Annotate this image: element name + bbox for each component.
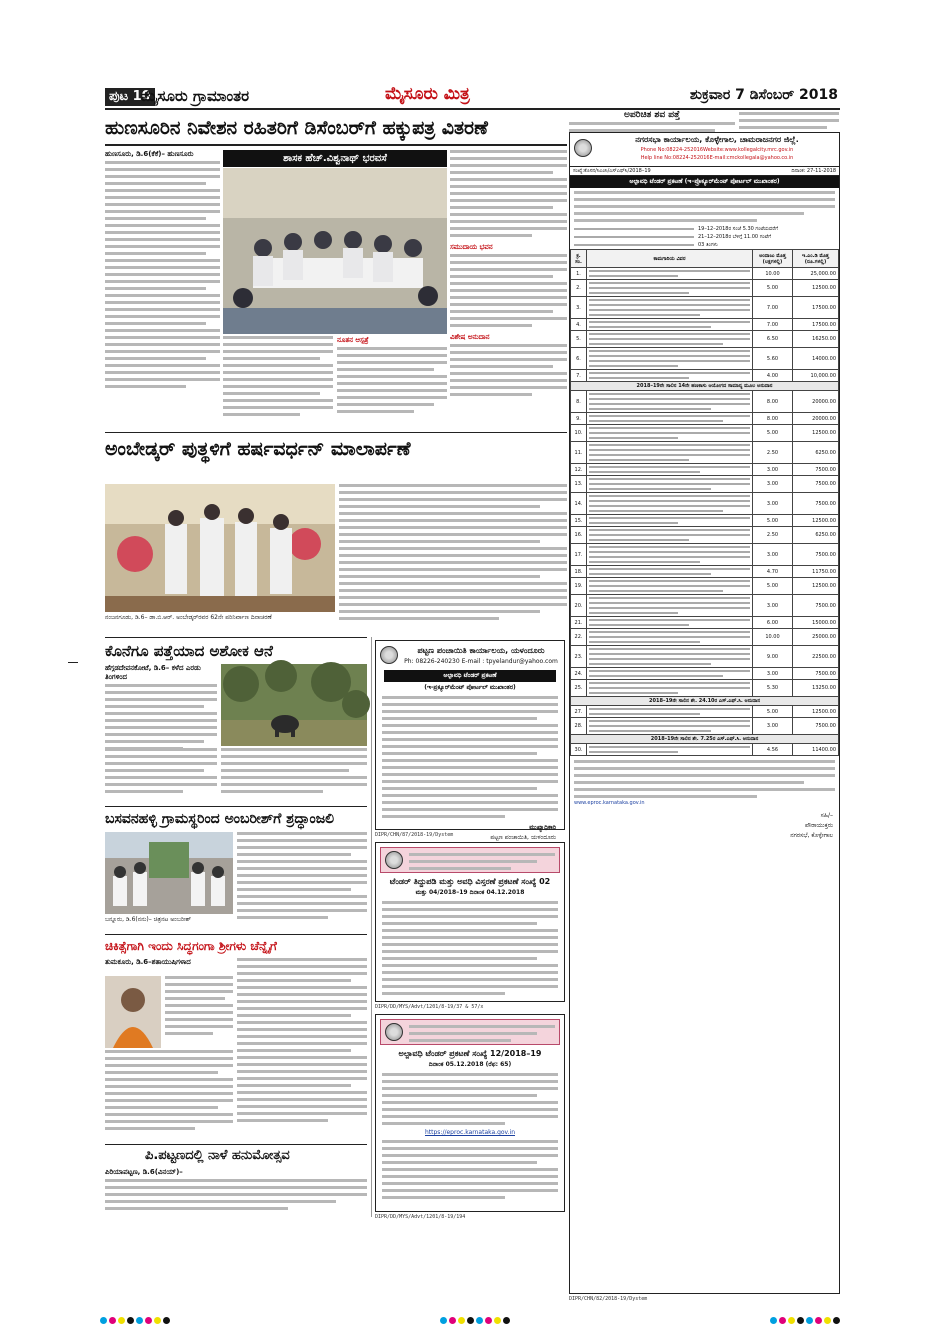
tribute-headline: ಬಸವನಹಳ್ಳಿ ಗ್ರಾಮಸ್ಥರಿಂದ ಅಂಬರೀಶ್‌ಗೆ ಶ್ರದ್ಧಾಂಜಲಿ (105, 811, 335, 827)
main-story-col-2 (223, 336, 333, 430)
tender-row-amount: 5.00 (753, 578, 793, 595)
tender-phone: Phone No:08224-252016Website:www.kollegalcity.mrc.gov.in (640, 147, 794, 153)
tender-row-desc (587, 680, 753, 697)
masthead (105, 84, 840, 110)
pwd-notice-2 (375, 1014, 565, 1212)
main-headline: ಹುಣಸೂರಿನ ನಿವೇಶನ ರಹಿತರಿಗೆ ಡಿಸೆಂಬರ್‌ಗೆ ಹಕ್ಕುಪತ್ರ ವಿತರಣೆ (105, 117, 488, 139)
tender-row-emd: 10,000.00 (793, 370, 839, 382)
tender-row-desc (587, 515, 753, 527)
tender-row (571, 706, 839, 718)
meeting-photo (223, 168, 447, 334)
tender-row-desc (587, 319, 753, 331)
tender-row-amount: 9.00 (753, 646, 793, 668)
tender-row-emd: 6250.00 (793, 527, 839, 544)
tender-row-desc (587, 595, 753, 617)
ambedkar-story-body (339, 484, 567, 636)
tender-row-no: 12. (571, 464, 587, 476)
divider (105, 1144, 367, 1145)
swamiji-story-col-1 (165, 976, 233, 1048)
tender-row-no: 9. (571, 413, 587, 425)
tender-row-amount: 3.00 (753, 476, 793, 493)
tender-row-emd: 22500.00 (793, 646, 839, 668)
pwd-header (380, 1019, 560, 1045)
tender-row-emd: 7500.00 (793, 464, 839, 476)
tender-row (571, 464, 839, 476)
unclaimed-body-story (569, 110, 840, 130)
karnataka-emblem-icon (385, 1023, 403, 1041)
yelandur-code: DIPR/CHN/87/2018-19/Dystem (375, 832, 454, 838)
tender-row-amount: 4.56 (753, 744, 793, 756)
tender-row-desc (587, 476, 753, 493)
tender-header (570, 133, 839, 167)
tender-row-desc (587, 744, 753, 756)
tender-row-amount: 8.00 (753, 391, 793, 413)
tender-row-no: 4. (571, 319, 587, 331)
eproc-link[interactable]: https://eproc.karnataka.gov.in (424, 1129, 516, 1136)
pwd-notice-2-code: DIPR/DD/MYS/Advt/1201/8-19/194 (375, 1214, 466, 1220)
tender-row-amount: 2.50 (753, 527, 793, 544)
tender-row-emd: 13250.00 (793, 680, 839, 697)
tender-row-desc (587, 629, 753, 646)
tender-row (571, 476, 839, 493)
elephant-story-col-3 (105, 748, 217, 804)
hanuma-dateline: ಪಿರಿಯಾಪಟ್ಟಣ, ಡಿ.6(ವಿನಯ್)– (105, 1168, 183, 1176)
tender-row-no: 21. (571, 617, 587, 629)
tender-row-no: 15. (571, 515, 587, 527)
tender-signatory-role: ಪೌರಾಯುಕ್ತರು (805, 822, 833, 829)
tender-row-desc (587, 566, 753, 578)
tender-table-header (571, 250, 839, 268)
tender-row-no: 22. (571, 629, 587, 646)
tender-row-no: 1. (571, 268, 587, 280)
tender-row-emd: 16250.00 (793, 331, 839, 348)
tender-row-emd: 14000.00 (793, 348, 839, 370)
tender-row-emd: 7500.00 (793, 668, 839, 680)
tender-deadline-1: 19–12–2018ರ ಸಂಜೆ 5.30 ಗಂಟೆಯವರೆಗೆ (698, 226, 778, 232)
tender-signatory: ಸಹಿ/– (820, 812, 833, 819)
tender-ref-date: ದಿನಾಂಕ: 27-11-2018 (791, 168, 836, 174)
tender-row-emd: 6250.00 (793, 442, 839, 464)
pwd-notice-1-title: ಟೆಂಡರ್ ತಿದ್ದುಪಡಿ ಮತ್ತು ಅವಧಿ ವಿಸ್ತರಣೆ ಪ್ರಕಟಣೆ ಸಂಖ್ಯೆ 02 (389, 877, 551, 886)
karnataka-emblem-icon (385, 851, 403, 869)
tender-row-amount: 10.00 (753, 268, 793, 280)
tender-row-desc (587, 425, 753, 442)
tender-row-no: 7. (571, 370, 587, 382)
main-story-highlight-2: ಸಮುದಾಯ ಭವನ (450, 243, 493, 251)
tender-row (571, 578, 839, 595)
tender-row-amount: 3.00 (753, 718, 793, 735)
tender-row (571, 629, 839, 646)
tender-row-amount: 5.00 (753, 706, 793, 718)
tender-row-desc (587, 331, 753, 348)
tender-row-emd: 15000.00 (793, 617, 839, 629)
tender-row-no: 3. (571, 297, 587, 319)
tribute-photo (105, 832, 233, 914)
pwd-header (380, 847, 560, 873)
tender-row-amount: 7.00 (753, 319, 793, 331)
tender-website-link[interactable]: www.eproc.karnataka.gov.in (574, 800, 645, 806)
tender-row-no: 19. (571, 578, 587, 595)
tender-row-no: 18. (571, 566, 587, 578)
tender-row-amount: 6.00 (753, 617, 793, 629)
tender-row-amount: 3.00 (753, 493, 793, 515)
section-title: ಮೈಸೂರು ಗ್ರಾಮಾಂತರ (141, 87, 250, 105)
tender-row-desc (587, 348, 753, 370)
tender-row-amount: 3.00 (753, 464, 793, 476)
yelandur-title: ಅಲ್ಪಾವಧಿ ಟೆಂಡರ್ ಪ್ರಕಟಣೆ (384, 670, 557, 682)
tender-row-emd: 12500.00 (793, 515, 839, 527)
main-story-col-3 (337, 336, 447, 430)
tender-row-desc (587, 646, 753, 668)
tender-row-desc (587, 527, 753, 544)
tender-row (571, 680, 839, 697)
tender-row (571, 595, 839, 617)
tender-row (571, 348, 839, 370)
tender-row-no: 30. (571, 744, 587, 756)
tender-row-amount: 2.50 (753, 442, 793, 464)
tender-row-desc (587, 617, 753, 629)
tender-signatory-place: ನಗರಸಭೆ, ಕೊಳ್ಳೇಗಾಲ (790, 832, 833, 839)
tender-row-desc (587, 493, 753, 515)
tender-row (571, 527, 839, 544)
tender-code: DIPR/CHN/82/2018-19/Dystem (569, 1296, 648, 1302)
tender-row (571, 391, 839, 413)
tender-row-emd: 7500.00 (793, 595, 839, 617)
pwd-notice-1 (375, 842, 565, 1002)
newspaper-page (105, 84, 840, 1309)
tender-row (571, 442, 839, 464)
tender-row-no: 14. (571, 493, 587, 515)
tender-row-amount: 5.00 (753, 280, 793, 297)
tender-group-row (571, 697, 839, 706)
ambedkar-caption: ನಂಜನಗೂಡು, ಡಿ.6– ಡಾ.ಬಿ.ಆರ್. ಅಂಬೇಡ್ಕರ್‌ರವರ 62ನೇ ಪರಿನಿರ್ವಾಣ ದಿನಾಚರಣೆ (105, 614, 272, 621)
column-rule (371, 637, 372, 1217)
main-story-dateline: ಹುಣಸೂರು, ಡಿ.6(ಕೆಕೆ)– ಹುಣಸೂರು (105, 150, 194, 158)
elephant-dateline: ಹೆಗ್ಗಡದೇವನಕೋಟೆ, ಡಿ.6– ಕಳೆದ ಎರಡು ತಿಂಗಳಿಂದ (105, 664, 201, 681)
tender-row (571, 425, 839, 442)
tender-row (571, 668, 839, 680)
pwd-notice-2-subtitle: ದಿನಾಂಕ 05.12.2018 (ರೆಫ: 65) (428, 1061, 512, 1068)
swamiji-dateline-box (105, 958, 233, 978)
tender-row-no: 23. (571, 646, 587, 668)
tender-row-desc (587, 578, 753, 595)
tender-row-emd: 12500.00 (793, 425, 839, 442)
tender-group-label: 2018–19ನೇ ಸಾಲಿನ ಶೇ. 7.25ರ ಎಸ್.ಎಫ್.ಸಿ. ಅನುದಾನ (571, 735, 839, 744)
tender-row (571, 617, 839, 629)
tender-row-no: 28. (571, 718, 587, 735)
col-desc: ಕಾಮಗಾರಿಯ ವಿವರ (587, 250, 753, 268)
tender-row-desc (587, 391, 753, 413)
tender-group-label: 2018–19ನೇ ಸಾಲಿನ 14ನೇ ಹಣಕಾಸು ಆಯೋಗದ ಸಾಮಾನ್ಯ ಮೂಲ ಅನುದಾನ (571, 382, 839, 391)
pwd-notice-2-title: ಅಲ್ಪಾವಧಿ ಟೆಂಡರ್ ಪ್ರಕಟಣೆ ಸಂಖ್ಯೆ 12/2018–19 (398, 1049, 542, 1058)
swamiji-headline: ಚಿಕಿತ್ಸೆಗಾಗಿ ಇಂದು ಸಿದ್ಧಗಂಗಾ ಶ್ರೀಗಳು ಚೆನ್ನೈಗೆ (105, 939, 277, 953)
headline-rule (105, 144, 567, 146)
tender-row-no: 25. (571, 680, 587, 697)
tender-row-emd: 7500.00 (793, 476, 839, 493)
tender-row-emd: 12500.00 (793, 706, 839, 718)
registration-marks-center (440, 1317, 510, 1324)
tender-row-amount: 4.00 (753, 370, 793, 382)
tender-row-amount: 5.60 (753, 348, 793, 370)
tender-table (570, 249, 839, 756)
ambedkar-photo (105, 484, 335, 612)
tender-row-no: 10. (571, 425, 587, 442)
tender-row-emd: 7500.00 (793, 718, 839, 735)
tribute-caption: ಬನ್ನೂರು, ಡಿ.6(ನನು)– ಚಿತ್ರನಟ ಅಂಬರೀಶ್ (105, 916, 192, 923)
tender-row-desc (587, 442, 753, 464)
tender-notice-title: ಅಲ್ಪಾವಧಿ ಟೆಂಡರ್ ಪ್ರಕಟಣೆ (ಇ–ಪ್ರೊಕ್ಯೂರ್‌ಮೆಂಟ್ ಪೋರ್ಟಲ್ ಮುಖಾಂತರ) (570, 176, 839, 188)
karnataka-emblem-icon (380, 646, 398, 664)
yelandur-subtitle: (ಇ-ಪ್ರಕ್ಯೂರ್‌ಮೆಂಟ್ ಪೋರ್ಟಲ್ ಮುಖಾಂತರ) (424, 684, 516, 691)
tender-ref-no: ಸಂಖ್ಯೆ:ಕೊಸನ/ಸಿಎಂಸಿ/ಎಸ್‌ಎಫ್‌ಸಿ/2018–19 (573, 168, 651, 174)
tender-row (571, 319, 839, 331)
tender-row (571, 744, 839, 756)
yelandur-office: ಪಟ್ಟಣ ಪಂಚಾಯಿತಿ ಕಾರ್ಯಾಲಯ, ಯಳಂದೂರು (417, 646, 545, 655)
tender-row-emd: 11400.00 (793, 744, 839, 756)
tender-row-no: 27. (571, 706, 587, 718)
tender-row-desc (587, 268, 753, 280)
tender-row-amount: 3.00 (753, 544, 793, 566)
ambedkar-headline: ಅಂಬೇಡ್ಕರ್ ಪುತ್ಥಳಿಗೆ ಹರ್ಷವರ್ಧನ್ ಮಾಲಾರ್ಪಣೆ (105, 438, 411, 460)
tender-row-desc (587, 370, 753, 382)
tender-row-emd: 17500.00 (793, 319, 839, 331)
tender-row (571, 544, 839, 566)
kollegal-tender-notice (569, 132, 840, 1294)
tender-row-amount: 8.00 (753, 413, 793, 425)
tender-row-desc (587, 413, 753, 425)
pwd-notice-1-code: DIPR/DD/MYS/Advt/1201/8-19/37 & 57/x (375, 1004, 484, 1010)
swamiji-story-col-2 (105, 1050, 233, 1144)
tender-row-desc (587, 464, 753, 476)
tender-row-desc (587, 718, 753, 735)
swamiji-story-col-3 (237, 958, 367, 1144)
yelandur-place: ಪಟ್ಟಣ ಪಂಚಾಯಿತಿ, ಯಳಂದೂರು (490, 834, 556, 841)
hanuma-headline: ಪಿ.ಪಟ್ಟಣದಲ್ಲಿ ನಾಳೆ ಹನುಮೋತ್ಸವ (145, 1148, 290, 1163)
tender-row-desc (587, 297, 753, 319)
tender-row (571, 370, 839, 382)
tender-office: ನಗರಸಭಾ ಕಾರ್ಯಾಲಯ, ಕೊಳ್ಳೇಗಾಲ, ಚಾಮರಾಜನಗರ ಜಿಲ್ಲೆ. (635, 135, 799, 144)
tender-row-amount: 5.00 (753, 425, 793, 442)
swamiji-dateline: ತುಮಕೂರು, ಡಿ.6–ಶತಾಯುಷಿಗಳಾದ (105, 958, 191, 966)
tender-row-amount: 3.00 (753, 668, 793, 680)
newspaper-logo: ಮೈಸೂರು ಮಿತ್ರ (385, 84, 470, 104)
tender-row-amount: 7.00 (753, 297, 793, 319)
tender-row (571, 280, 839, 297)
tender-row (571, 493, 839, 515)
swamiji-photo (105, 976, 161, 1048)
hanuma-story-body (105, 1168, 367, 1208)
tender-row-no: 17. (571, 544, 587, 566)
tender-row-amount: 10.00 (753, 629, 793, 646)
unclaimed-body-title: ಅಪರಿಚಿತ ಶವ ಪತ್ತೆ (624, 110, 680, 120)
main-story-col-4 (450, 150, 567, 430)
tender-row-emd: 17500.00 (793, 297, 839, 319)
registration-marks-left (100, 1317, 170, 1324)
tender-row-emd: 25000.00 (793, 629, 839, 646)
tender-row-emd: 11750.00 (793, 566, 839, 578)
tender-row-no: 5. (571, 331, 587, 348)
tender-row (571, 646, 839, 668)
tender-group-row (571, 735, 839, 744)
tribute-story-body (237, 832, 367, 932)
main-subhead: ಶಾಸಕ ಹೆಚ್.ವಿಶ್ವನಾಥ್ ಭರವಸೆ (223, 150, 447, 167)
main-story-highlight-3: ವಿಶೇಷ ಅನುದಾನ (450, 333, 490, 341)
divider (105, 934, 367, 935)
col-amount: ಅಂದಾಜು ಮೊತ್ತ (ಲಕ್ಷಗಳಲ್ಲಿ) (753, 250, 793, 268)
tender-row (571, 515, 839, 527)
tender-deadlines (570, 225, 839, 249)
tender-ref-line (570, 167, 839, 176)
tender-row-amount: 3.00 (753, 595, 793, 617)
main-story-col-1 (105, 150, 220, 430)
issue-date: ಶುಕ್ರವಾರ 7 ಡಿಸೆಂಬರ್ 2018 (689, 87, 838, 103)
divider (105, 432, 567, 433)
tender-footer (570, 756, 839, 810)
tender-group-label: 2018–19ನೇ ಸಾಲಿನ ಶೇ. 24.10ರ ಎಸ್.ಎಫ್.ಸಿ. ಅನುದಾನ (571, 697, 839, 706)
tender-row (571, 268, 839, 280)
tender-helpline: Help line No:08224-252016E-mail:cmckollegala@yahoo.co.in (640, 155, 794, 161)
main-story-highlight-1: ನೂತನ ಆಸ್ಪತ್ರೆ (337, 336, 369, 344)
tender-row-desc (587, 668, 753, 680)
tender-row-no: 2. (571, 280, 587, 297)
tender-row-no: 16. (571, 527, 587, 544)
col-no: ಕ್ರ. ಸಂ. (571, 250, 587, 268)
yelandur-signatory: ಮುಖ್ಯಾಧಿಕಾರಿ (529, 824, 556, 831)
tender-row-emd: 20000.00 (793, 413, 839, 425)
tender-row-no: 24. (571, 668, 587, 680)
tender-row-no: 13. (571, 476, 587, 493)
tender-row-amount: 5.00 (753, 515, 793, 527)
tender-row-amount: 5.30 (753, 680, 793, 697)
tender-row-desc (587, 280, 753, 297)
divider (105, 637, 367, 638)
tender-row-no: 6. (571, 348, 587, 370)
tender-row-emd: 7500.00 (793, 544, 839, 566)
tender-row-desc (587, 706, 753, 718)
tender-row (571, 718, 839, 735)
tender-deadline-3: 03 ತಿಂಗಳು (698, 242, 718, 248)
tender-row-emd: 25,000.00 (793, 268, 839, 280)
tender-row-emd: 12500.00 (793, 578, 839, 595)
crop-mark (68, 662, 78, 663)
tender-group-row (571, 382, 839, 391)
tender-row (571, 331, 839, 348)
col-emd: ಇ.ಎಂ.ಡಿ ಮೊತ್ತ (ರೂ.ಗಳಲ್ಲಿ) (793, 250, 839, 268)
page-number: ಪುಟ 10 (105, 88, 155, 106)
tender-deadline-2: 21–12–2018ರ ಬೆಳಿಗ್ಗೆ 11.00 ಗಂಟೆಗೆ (698, 234, 772, 240)
tender-row-amount: 4.70 (753, 566, 793, 578)
elephant-story-col-2 (221, 748, 367, 804)
tender-row (571, 566, 839, 578)
tender-row (571, 413, 839, 425)
registration-marks-right (770, 1317, 840, 1324)
elephant-headline: ಕೊನೆಗೂ ಪತ್ತೆಯಾದ ಅಶೋಕ ಆನೆ (105, 642, 273, 660)
yelandur-phone: Ph: 08226-240230 E-mail : tpyelandur@yahoo.com (404, 658, 558, 665)
karnataka-emblem-icon (574, 139, 592, 157)
pwd-notice-1-subtitle: ಮತ್ತು 04/2018–19 ದಿನಾಂಕ 04.12.2018 (415, 889, 525, 896)
divider (105, 806, 367, 807)
tender-row-emd: 12500.00 (793, 280, 839, 297)
tender-row-no: 20. (571, 595, 587, 617)
tender-row-no: 8. (571, 391, 587, 413)
tender-row-amount: 6.50 (753, 331, 793, 348)
tender-row (571, 297, 839, 319)
tender-row-emd: 7500.00 (793, 493, 839, 515)
tender-row-no: 11. (571, 442, 587, 464)
tender-row-emd: 20000.00 (793, 391, 839, 413)
elephant-photo (221, 664, 367, 746)
tender-row-desc (587, 544, 753, 566)
elephant-story-col-1 (105, 664, 217, 746)
